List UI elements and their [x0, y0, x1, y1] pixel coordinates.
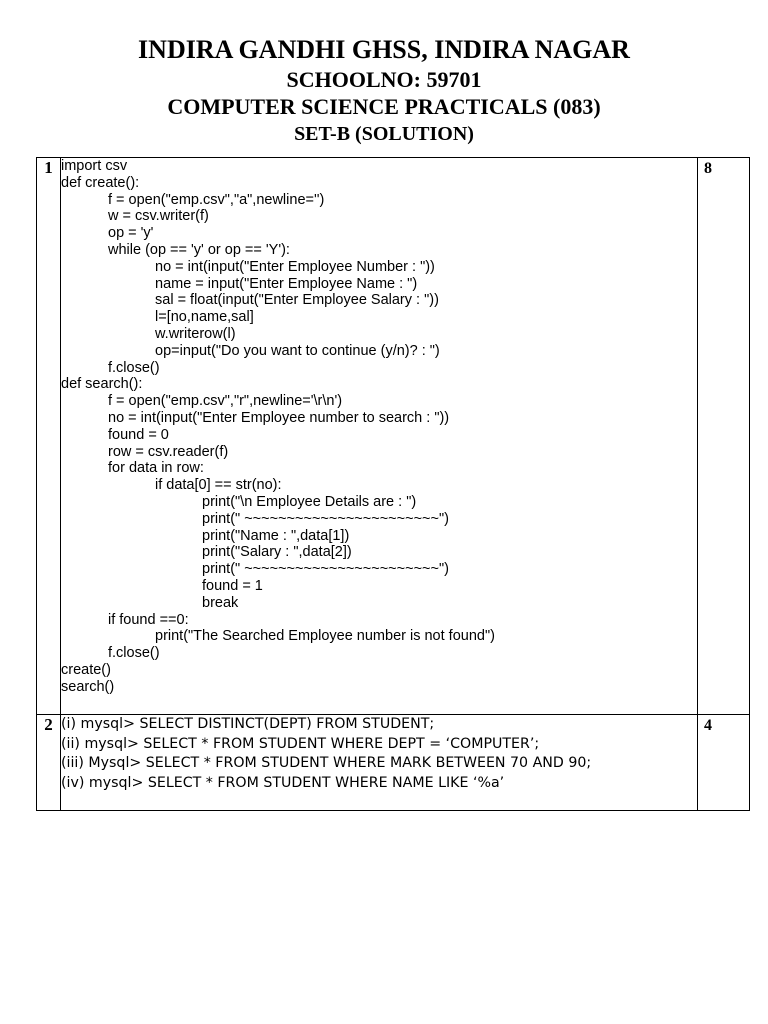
question-marks: 4	[698, 715, 750, 811]
code-line: print(" ~~~~~~~~~~~~~~~~~~~~~~~")	[202, 510, 449, 527]
question-marks: 8	[698, 158, 750, 715]
answer-sql-block	[61, 715, 698, 811]
code-line: name = input("Enter Employee Name : ")	[155, 275, 418, 292]
code-line: if data[0] == str(no):	[155, 477, 282, 494]
question-number: 1	[37, 158, 61, 715]
code-line: if found ==0:	[108, 611, 189, 628]
code-line: break	[202, 594, 239, 611]
code-line: w.writerow(l)	[155, 325, 236, 342]
code-line: op=input("Do you want to continue (y/n)? : ")	[155, 342, 440, 359]
code-line: sal = float(input("Enter Employee Salary : "))	[155, 292, 439, 309]
code-line: op = 'y'	[108, 225, 154, 242]
question-row-1	[37, 158, 750, 715]
set-title: SET-B (SOLUTION)	[294, 123, 474, 145]
code-line: f.close()	[108, 645, 160, 662]
sql-line: (i) mysql> SELECT DISTINCT(DEPT) FROM STUDENT;	[61, 716, 435, 732]
code-line: def search():	[61, 376, 143, 393]
code-line: no = int(input("Enter Employee Number : "))	[155, 258, 435, 275]
subject-title: COMPUTER SCIENCE PRACTICALS (083)	[167, 94, 601, 119]
school-name: INDIRA GANDHI GHSS, INDIRA NAGAR	[138, 35, 630, 64]
question-row-2	[37, 715, 750, 811]
code-line: f = open("emp.csv","r",newline='\r\n')	[108, 393, 343, 410]
code-line: no = int(input("Enter Employee number to search : "))	[108, 409, 450, 426]
answer-code-block	[61, 158, 698, 715]
code-line: row = csv.reader(f)	[108, 443, 229, 460]
code-line: print("The Searched Employee number is not found")	[155, 628, 495, 645]
code-line: l=[no,name,sal]	[155, 309, 254, 326]
question-table	[36, 157, 750, 811]
question-number: 2	[37, 715, 61, 811]
code-line: print("Salary : ",data[2])	[202, 544, 352, 561]
sql-line: (iv) mysql> SELECT * FROM STUDENT WHERE NAME LIKE ‘%a’	[61, 774, 505, 791]
code-line: create()	[61, 661, 111, 678]
code-line: found = 1	[202, 577, 263, 594]
code-line: w = csv.writer(f)	[108, 208, 209, 225]
sql-line: (iii) Mysql> SELECT * FROM STUDENT WHERE MARK BETWEEN 70 AND 90;	[61, 755, 592, 772]
sql-line: (ii) mysql> SELECT * FROM STUDENT WHERE DEPT = ‘COMPUTER’;	[61, 735, 540, 752]
code-line: def create():	[61, 174, 140, 191]
code-line: import csv	[61, 158, 128, 174]
code-line: print("Name : ",data[1])	[202, 527, 350, 544]
code-line: search()	[61, 678, 115, 695]
code-line: while (op == 'y' or op == 'Y'):	[108, 241, 290, 258]
code-line: print(" ~~~~~~~~~~~~~~~~~~~~~~~")	[202, 561, 449, 578]
code-line: found = 0	[108, 426, 169, 443]
code-line: f.close()	[108, 359, 160, 376]
code-line: for data in row:	[108, 460, 204, 477]
school-number: SCHOOLNO: 59701	[286, 67, 482, 92]
code-line: print("\n Employee Details are : ")	[202, 493, 417, 510]
code-line: f = open("emp.csv","a",newline='')	[108, 191, 325, 208]
